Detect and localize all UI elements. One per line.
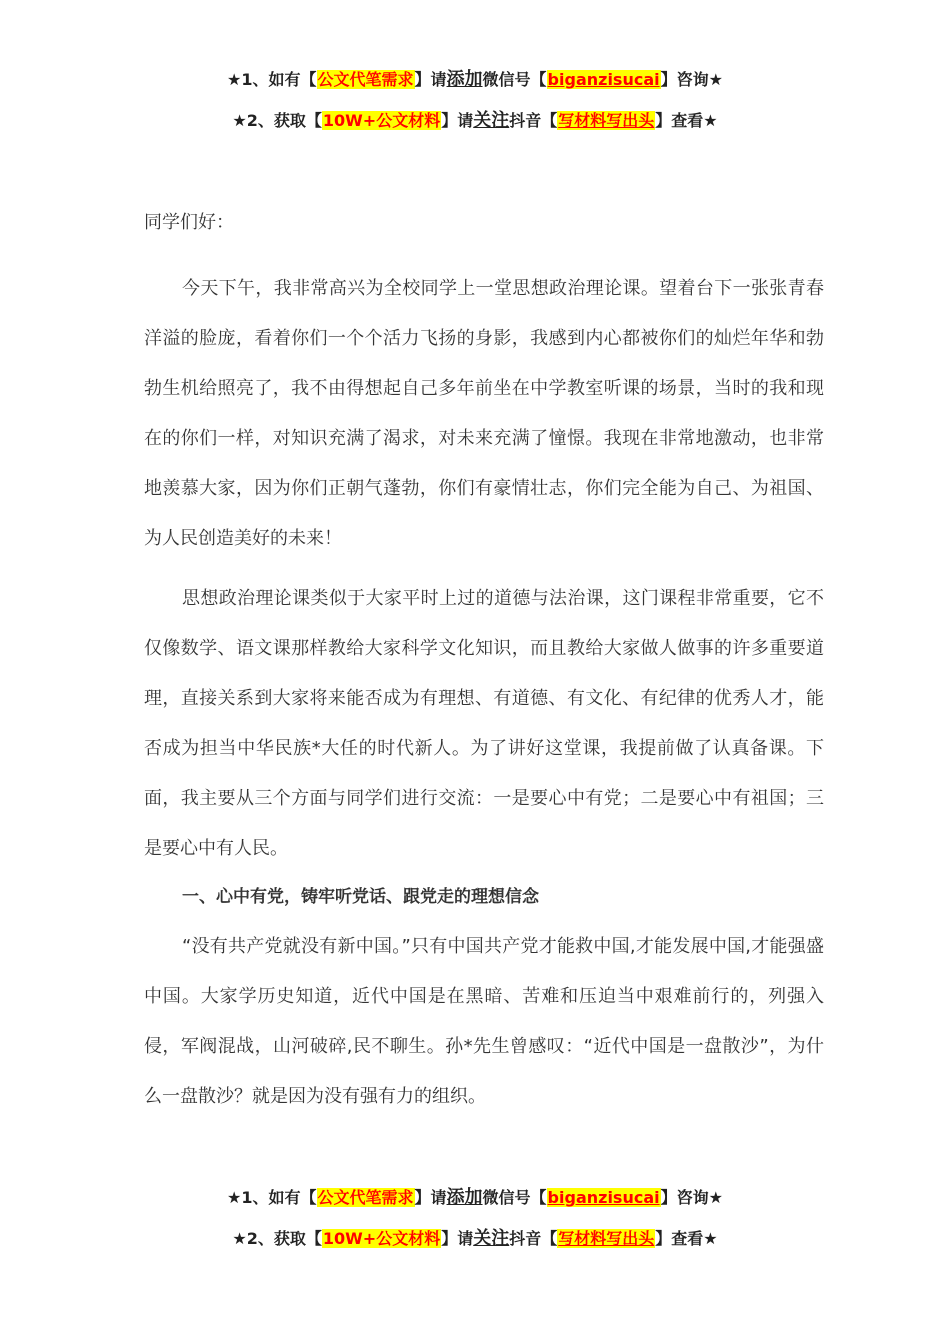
promo-prefix: ★2、获取【 — [232, 111, 322, 130]
promo-prefix: ★1、如有【 — [227, 1188, 317, 1207]
douyin-account-link[interactable]: 写材料写出头 — [558, 1229, 655, 1248]
promo-emphasis: 添加 — [446, 69, 483, 90]
promo-highlight: 公文代笔需求 — [317, 70, 414, 89]
promo-emphasis: 关注 — [473, 110, 510, 131]
promo-text: 微信号【 — [482, 70, 547, 89]
promo-text: 】请 — [441, 111, 474, 130]
paragraph-2 — [144, 574, 824, 874]
promo-text: 】请 — [441, 1229, 474, 1248]
promo-emphasis: 添加 — [446, 1187, 483, 1208]
promo-top-line-1 — [0, 68, 950, 92]
promo-bottom-line-1 — [0, 1186, 950, 1210]
wechat-id-link[interactable]: biganzisucai — [547, 70, 660, 89]
promo-highlight: 10W+公文材料 — [322, 111, 441, 130]
promo-highlight: 公文代笔需求 — [317, 1188, 414, 1207]
paragraph-text: 今天下午，我非常高兴为全校同学上一堂思想政治理论课。望着台下一张张青春洋溢的脸庞，看着你们一个个活力飞扬的身影，我感到内心都被你们的灿烂年华和勃勃生机给照亮了，我不由得想起自己多年前坐在中学教室听课的场景，当时的我和现在的你们一样，对知识充满了渴求，对未来充满了憧憬。我现在非常地激动，也非常地羡慕大家，因为你们正朝气蓬勃，你们有豪情壮志，你们完全能为自己、为祖国、为人民创造美好的未来！ — [144, 278, 824, 549]
section-heading-1: 一、心中有党，铸牢听党话、跟党走的理想信念 — [182, 887, 539, 907]
paragraph-text: “没有共产党就没有新中国。”只有中国共产党才能救中国,才能发展中国,才能强盛中国。大家学历史知道，近代中国是在黑暗、苦难和压迫当中艰难前行的，列强入侵，军阀混战，山河破碎,民不聊生。孙*先生曾感叹：“近代中国是一盘散沙”，为什么一盘散沙？就是因为没有强有力的组织。 — [144, 936, 824, 1107]
promo-suffix: 】查看★ — [655, 111, 718, 130]
promo-top-line-2 — [0, 109, 950, 133]
promo-text: 】请 — [414, 70, 447, 89]
paragraph-3 — [144, 922, 824, 1122]
promo-highlight: 10W+公文材料 — [322, 1229, 441, 1248]
wechat-id-link[interactable]: biganzisucai — [547, 1188, 660, 1207]
promo-suffix: 】咨询★ — [660, 70, 723, 89]
promo-prefix: ★1、如有【 — [227, 70, 317, 89]
promo-text: 抖音【 — [509, 1229, 558, 1248]
promo-emphasis: 关注 — [473, 1228, 510, 1249]
promo-text: 】请 — [414, 1188, 447, 1207]
promo-text: 微信号【 — [482, 1188, 547, 1207]
greeting: 同学们好： — [144, 212, 234, 233]
paragraph-1 — [144, 264, 824, 564]
promo-suffix: 】咨询★ — [660, 1188, 723, 1207]
promo-suffix: 】查看★ — [655, 1229, 718, 1248]
promo-bottom-line-2 — [0, 1227, 950, 1251]
promo-prefix: ★2、获取【 — [232, 1229, 322, 1248]
promo-text: 抖音【 — [509, 111, 558, 130]
douyin-account-link[interactable]: 写材料写出头 — [558, 111, 655, 130]
paragraph-text: 思想政治理论课类似于大家平时上过的道德与法治课，这门课程非常重要，它不仅像数学、语文课那样教给大家科学文化知识，而且教给大家做人做事的许多重要道理，直接关系到大家将来能否成为有理想、有道德、有文化、有纪律的优秀人才，能否成为担当中华民族*大任的时代新人。为了讲好这堂课，我提前做了认真备课。下面，我主要从三个方面与同学们进行交流：一是要心中有党；二是要心中有祖国；三是要心中有人民。 — [144, 588, 824, 859]
